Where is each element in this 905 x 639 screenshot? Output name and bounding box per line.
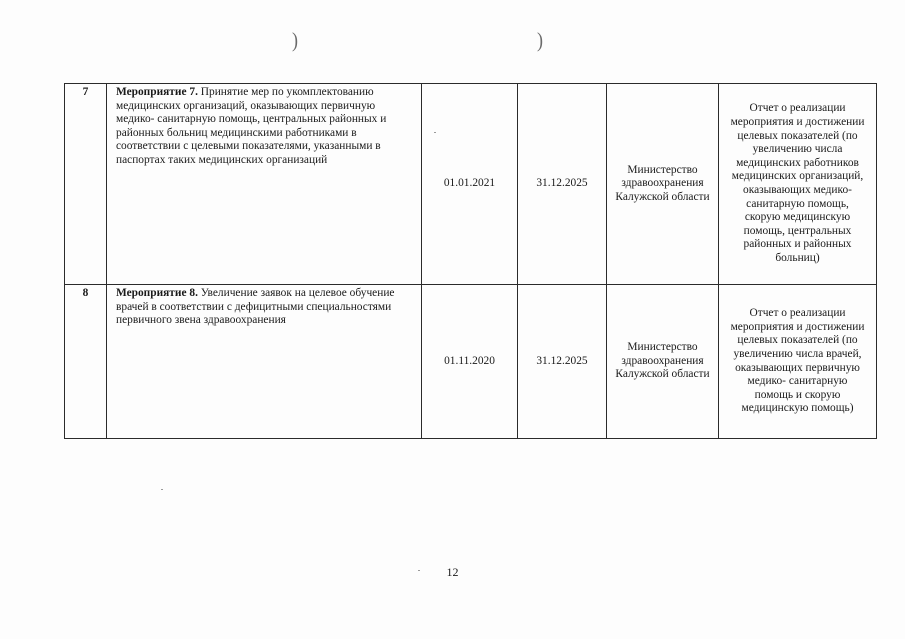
expected-result: Отчет о реализации мероприятия и достижении целевых показателей (по увеличению числа врачей, оказывающих первичную медико- санитарную помощь и скорую медицинскую помощь) bbox=[719, 285, 877, 439]
row-number: 7 bbox=[65, 84, 107, 285]
activities-table bbox=[64, 83, 877, 439]
binding-hole-mark: ) bbox=[537, 27, 543, 52]
responsible-executor: Министерство здравоохранения Калужской области bbox=[607, 84, 719, 285]
activity-description bbox=[107, 285, 422, 439]
activity-title: Мероприятие 7. bbox=[116, 86, 198, 98]
table-row bbox=[65, 84, 877, 285]
binding-hole-mark: ) bbox=[292, 27, 298, 52]
responsible-executor: Министерство здравоохранения Калужской области bbox=[607, 285, 719, 439]
page-number: 12 bbox=[446, 565, 459, 579]
start-date: 01.01.2021 bbox=[422, 84, 518, 285]
activity-title: Мероприятие 8. bbox=[116, 287, 198, 299]
end-date: 31.12.2025 bbox=[518, 285, 607, 439]
activity-text: Принятие мер по укомплектованию медицинских организаций, оказывающих первичную медико- санитарную помощь, центральных районных и районных больниц медицинскими работниками в соответствии с целевыми показателями, указанными в паспортах таких медицинских организаций bbox=[116, 86, 387, 166]
start-date: 01.11.2020 bbox=[422, 285, 518, 439]
table-row bbox=[65, 285, 877, 439]
activity-text: Увеличение заявок на целевое обучение врачей в соответствии с дефицитными специальностями первичного звена здравоохранения bbox=[116, 287, 395, 327]
end-date: 31.12.2025 bbox=[518, 84, 607, 285]
activity-description bbox=[107, 84, 422, 285]
scan-speck bbox=[161, 489, 163, 490]
expected-result: Отчет о реализации мероприятия и достижении целевых показателей (по увеличению числа медицинских работников медицинских организаций, оказывающих медико-санитарную помощь, скорую медицинскую помощь, центральных районных и районных больниц) bbox=[719, 84, 877, 285]
row-number: 8 bbox=[65, 285, 107, 439]
